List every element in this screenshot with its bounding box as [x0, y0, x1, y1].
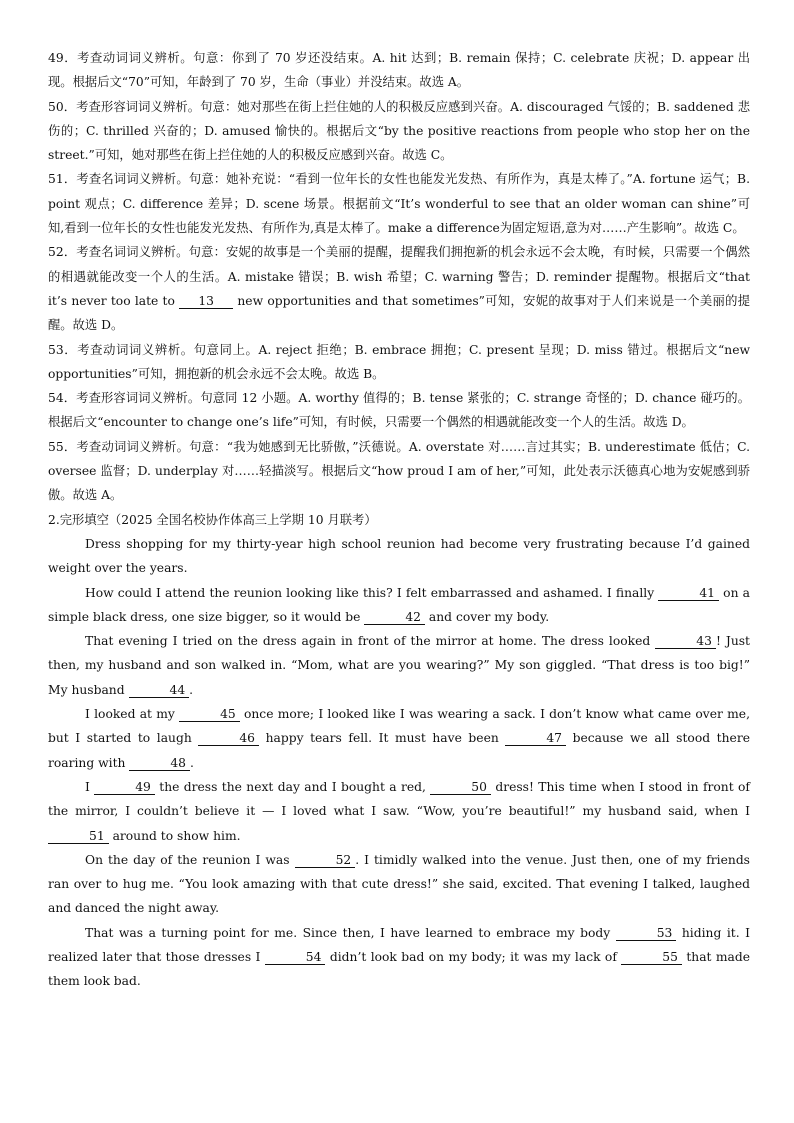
answer-blank-45: 45 — [179, 707, 240, 722]
passage-text: around to show him. — [108, 828, 241, 843]
passage-text: On the day of the reunion I was — [85, 852, 295, 867]
passage-text: hiding it. I realized later that those dresses I — [48, 925, 750, 964]
passage-text: didn’t look bad on my body; it was my lack of — [325, 949, 622, 964]
explanation-52 — [48, 240, 750, 337]
passage-text: once more; I looked like I was wearing a sack. I don’t know what came over me, but I started to laugh — [48, 707, 750, 746]
explanation-50: 50．考查形容词词义辨析。句意：她对那些在街上拦住她的人的积极反应感到兴奋。A. discouraged 气馁的；B. saddened 悲伤的；C. thrilled 兴奋的；D. amused 愉快的。根据后文“by the positive reactions from people who stop her on the street.”可知，她对那些在街上拦住她的人的积极反应感到兴奋。故选 C。 — [48, 99, 750, 163]
answer-blank-49: 49 — [94, 780, 155, 795]
section-title: 2.完形填空（2025 全国名校协作体高三上学期 10 月联考） — [48, 512, 377, 527]
answer-blank-43: 43 — [655, 634, 716, 649]
answer-blank-51: 51 — [48, 829, 109, 844]
passage-paragraph — [48, 581, 750, 630]
passage-text: . — [189, 682, 194, 697]
passage-text: ! Just then, my husband and son walked in. “Mom, what are you wearing?” My son giggled. “That dress is too big!” My husband — [48, 634, 751, 697]
explanation-53: 53．考查动词词义辨析。句意同上。A. reject 拒绝；B. embrace 拥抱；C. present 呈现；D. miss 错过。根据后文“new opportunities”可知，拥抱新的机会永远不会太晚。故选 B。 — [48, 342, 750, 381]
passage-text: because we all stood there roaring with — [48, 731, 750, 770]
explanation-54: 54．考查形容词词义辨析。句意同 12 小题。A. worthy 值得的；B. tense 紧张的；C. strange 奇怪的；D. chance 碰巧的。根据后文“encounter to change one’s life”可知，有时候，只需要一个偶然的相遇就能改变一个人的生活。故选 D。 — [48, 391, 750, 430]
passage-text: dress! This time when I stood in front of the mirror, I couldn’t believe it — I loved what I saw. “Wow, you’re beautiful!” my husband said, when I — [48, 779, 750, 819]
passage-text: That was a turning point for me. Since then, I have learned to embrace my body — [85, 925, 616, 940]
answer-blank-46: 46 — [198, 731, 259, 746]
passage-paragraph — [48, 629, 750, 702]
passage-text: How could I attend the reunion looking like this? I felt embarrassed and ashamed. I finally — [85, 585, 659, 600]
answer-blank-42: 42 — [364, 610, 425, 625]
explanation-49: 49．考查动词词义辨析。句意：你到了 70 岁还没结束。A. hit 达到；B. remain 保持；C. celebrate 庆祝；D. appear 出现。根据后文“70”可知，年龄到了 70 岁，生命（事业）并没结束。故选 A。 — [48, 51, 750, 90]
explanation-52-text-before: 52．考查名词词义辨析。句意：安妮的故事是一个美丽的提醒，提醒我们拥抱新的机会永远不会太晚，有时候，只需要一个偶然的相遇就能改变一个人的生活。A. mistake 错误；B. wish 希望；C. warning 警告；D. reminder 提醒物。根据后文“that it’s never too late to — [48, 245, 750, 308]
explanation-51: 51．考查名词词义辨析。句意：她补充说：“看到一位年长的女性也能发光发热、有所作为，真是太棒了。”A. fortune 运气；B. point 观点；C. difference 差异；D. scene 场景。根据前文“It’s wonderful to see that an older woman can shine”可知,看到一位年长的女性也能发光发热、有所作为,真是太棒了。make a difference为固定短语,意为对……产生影响”。故选 C。 — [48, 172, 750, 236]
answer-blank-13: 13 — [179, 294, 233, 309]
passage-text: Dress shopping for my thirty-year high school reunion had become very frustrating because I’d gained weight over the years. — [48, 536, 750, 576]
cloze-passage — [48, 532, 750, 994]
passage-paragraph — [48, 532, 750, 581]
answer-blank-55: 55 — [621, 950, 682, 965]
passage-text: That evening I tried on the dress again in front of the mirror at home. The dress looked — [85, 634, 656, 649]
passage-paragraph — [48, 775, 750, 848]
answer-blank-53: 53 — [616, 926, 677, 941]
answer-blank-44: 44 — [129, 683, 190, 698]
passage-text: I — [85, 779, 95, 794]
passage-paragraph — [48, 921, 750, 994]
passage-text: the dress the next day and I bought a red, — [154, 779, 431, 794]
passage-text: . I timidly walked into the venue. Just then, one of my friends ran over to hug me. “You look amazing with that cute dress!” she said, excited. That evening I talked, laughed and danced the night away. — [48, 852, 750, 916]
passage-text: and cover my body. — [425, 609, 550, 624]
passage-paragraph — [48, 702, 750, 775]
answer-blank-41: 41 — [658, 586, 719, 601]
answer-blank-47: 47 — [505, 731, 566, 746]
answer-blank-54: 54 — [265, 950, 326, 965]
answer-blank-52: 52 — [295, 853, 356, 868]
explanation-55: 55．考查动词词义辨析。句意：“我为她感到无比骄傲，”沃德说。A. overstate 对……言过其实；B. underestimate 低估；C. oversee 监督；D. underplay 对……轻描淡写。根据后文“how proud I am of her,”可知，此处表示沃德真心地为安妮感到骄傲。故选 A。 — [48, 439, 750, 503]
answer-blank-50: 50 — [430, 780, 491, 795]
passage-text: on a simple black dress, one size bigger, so it would be — [48, 585, 750, 624]
explanation-52-text-after: new opportunities and that sometimes”可知，安妮的故事对于人们来说是一个美丽的提醒。故选 D。 — [48, 293, 750, 333]
answer-blank-48: 48 — [129, 756, 190, 771]
passage-paragraph — [48, 848, 750, 921]
passage-text: happy tears fell. It must have been — [259, 731, 506, 746]
passage-text: I looked at my — [85, 707, 180, 722]
passage-text: that made them look bad. — [48, 949, 751, 989]
passage-text: . — [190, 755, 194, 770]
document-page — [48, 46, 750, 994]
